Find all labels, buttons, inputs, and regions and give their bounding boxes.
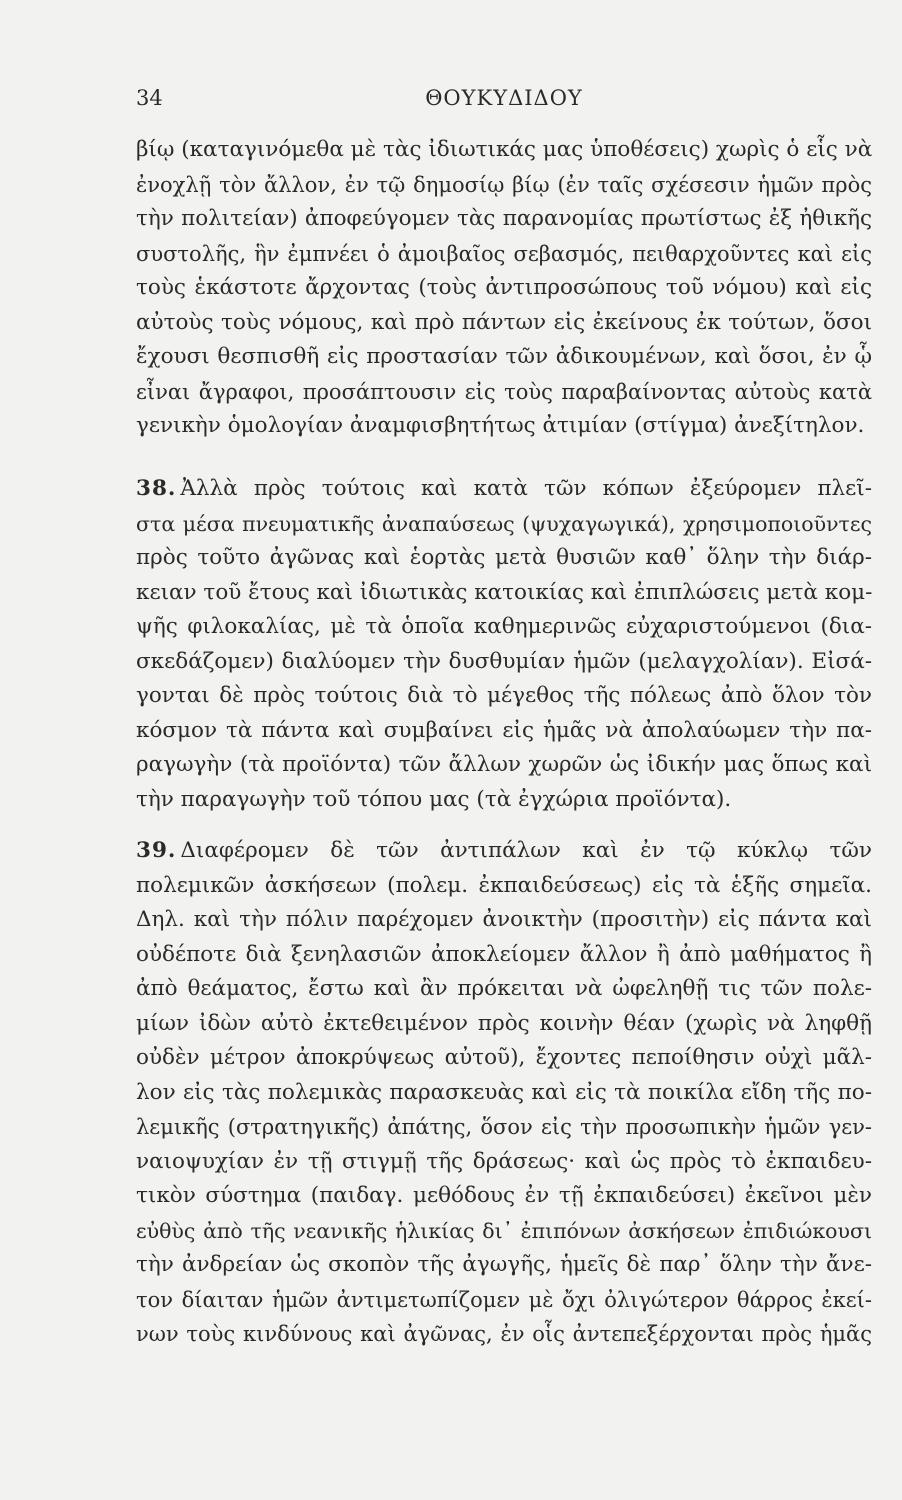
text-line-first <box>136 834 872 869</box>
text-line: οὐδὲν μέτρον ἀποκρύψεως αὐτοῦ), ἔχοντες πεποίθησιν οὐχὶ μᾶλ- <box>136 1045 872 1070</box>
text-line: ἔχουσι θεσπισθῆ εἰς προστασίαν τῶν ἀδικουμένων, καὶ ὅσοι, ἐν ᾧ <box>136 344 872 369</box>
text-line: οὐδέποτε διὰ ξενηλασιῶν ἀποκλείομεν ἄλλον ἢ ἀπὸ μαθήματος ἢ <box>136 941 872 967</box>
text-line: λεμικῆς (στρατηγικῆς) ἀπάτης, ὅσον εἰς τὴν προσωπικὴν ἡμῶν γεν- <box>136 1115 872 1139</box>
text-line: γονται δὲ πρὸς τούτοις διὰ τὸ μέγεθος τῆς πόλεως ἀπὸ ὅλον τὸν <box>136 683 872 708</box>
text-line: μίων ἰδὼν αὐτὸ ἐκτεθειμένον πρὸς κοινὴν θέαν (χωρὶς νὰ ληφθῇ <box>136 1010 872 1036</box>
text-line: ραγωγὴν (τὰ προϊόντα) τῶν ἄλλων χωρῶν ὡς ἰδικήν μας ὅπως καὶ <box>136 752 872 777</box>
paragraph-39 <box>136 834 872 1352</box>
text-line: τὴν παραγωγὴν τοῦ τόπου μας (τὰ ἐγχώρια προϊόντα). <box>136 786 732 812</box>
text-line: σκεδάζομεν) διαλύομεν τὴν δυσθυμίαν ἡμῶν (μελαγχολίαν). Εἰσά- <box>136 648 872 674</box>
text-line: τον δίαιταν ἡμῶν ἀντιμετωπίζομεν μὲ ὄχι ὀλιγώτερον θάρρος ἐκεί- <box>136 1287 872 1312</box>
running-title: ΘΟΥΚΥΔΙΔΟΥ <box>425 86 583 110</box>
paragraph-number: 38. <box>136 476 177 501</box>
text-line: ψῆς φιλοκαλίας, μὲ τὰ ὁποῖα καθημερινῶς εὐχαριστούμενοι (δια- <box>136 614 872 639</box>
text-line: βίῳ (καταγινόμεθα μὲ τὰς ἰδιωτικάς μας ὑποθέσεις) χωρὶς ὁ εἷς νὰ <box>136 137 872 162</box>
paragraph-number: 39. <box>136 838 177 863</box>
text-line: κόσμον τὰ πάντα καὶ συμβαίνει εἰς ἡμᾶς νὰ ἀπολαύωμεν τὴν πα- <box>136 717 872 743</box>
text-line: τὴν ἀνδρείαν ὡς σκοπὸν τῆς ἀγωγῆς, ἡμεῖς δὲ παρ᾽ ὅλην τὴν ἄνε- <box>136 1252 872 1277</box>
text-line: εἶναι ἄγραφοι, προσάπτουσιν εἰς τοὺς παραβαίνοντας αὐτοὺς κατὰ <box>136 379 872 404</box>
text-line: τοὺς ἑκάστοτε ἄρχοντας (τοὺς ἀντιπροσώπους τοῦ νόμου) καὶ εἰς <box>136 275 872 300</box>
text-line: ἀπὸ θεάματος, ἔστω καὶ ἂν πρόκειται νὰ ὠφεληθῇ τις τῶν πολε- <box>136 976 872 1001</box>
text-line: ἐνοχλῇ τὸν ἄλλον, ἐν τῷ δημοσίῳ βίῳ (ἐν ταῖς σχέσεσιν ἡμῶν πρὸς <box>136 172 872 197</box>
text-line: νων τοὺς κινδύνους καὶ ἀγῶνας, ἐν οἷς ἀντεπεξέρχονται πρὸς ἡμᾶς <box>136 1322 872 1346</box>
text-line: τικὸν σύστημα (παιδαγ. μεθόδους ἐν τῇ ἐκπαιδεύσει) ἐκεῖνοι μὲν <box>136 1183 872 1208</box>
text-line: πολεμικῶν ἀσκήσεων (πολεμ. ἐκπαιδεύσεως) εἰς τὰ ἑξῆς σημεῖα. <box>136 872 872 898</box>
text-line-first <box>136 472 872 507</box>
text-line: γενικὴν ὁμολογίαν ἀναμφισβητήτως ἀτιμίαν (στίγμα) ἀνεξίτηλον. <box>136 413 865 438</box>
text-line: Δηλ. καὶ τὴν πόλιν παρέχομεν ἀνοικτὴν (προσιτὴν) εἰς πάντα καὶ <box>136 907 872 932</box>
text-line: Διαφέρομεν δὲ τῶν ἀντιπάλων καὶ ἐν τῷ κύκλῳ τῶν <box>180 838 872 863</box>
text-line: συστολῆς, ἣν ἐμπνέει ὁ ἀμοιβαῖος σεβασμός, πειθαρχοῦντες καὶ εἰς <box>136 241 872 266</box>
text-line: κειαν τοῦ ἔτους καὶ ἰδιωτικὰς κατοικίας καὶ ἐπιπλώσεις μετὰ κομ- <box>136 579 872 605</box>
text-line: αὐτοὺς τοὺς νόμους, καὶ πρὸ πάντων εἰς ἐκείνους ἐκ τούτων, ὅσοι <box>136 309 872 335</box>
text-line: τὴν πολιτείαν) ἀποφεύγομεν τὰς παρανομίας πρωτίστως ἐξ ἠθικῆς <box>136 206 872 231</box>
text-line: ναιοψυχίαν ἐν τῇ στιγμῇ τῆς δράσεως· καὶ ὡς πρὸς τὸ ἐκπαιδευ- <box>136 1148 872 1174</box>
text-line: Ἀλλὰ πρὸς τούτοις καὶ κατὰ τῶν κόπων ἐξεύρομεν πλεῖ- <box>180 476 872 501</box>
paragraph-continuation <box>136 133 872 444</box>
text-line: στα μέσα πνευματικῆς ἀναπαύσεως (ψυχαγωγικά), χρησιμοποιοῦντες <box>136 511 872 536</box>
paragraph-38 <box>136 472 872 817</box>
text-line: πρὸς τοῦτο ἀγῶνας καὶ ἑορτὰς μετὰ θυσιῶν καθ᾽ ὅλην τὴν διάρ- <box>136 545 872 570</box>
page-number: 34 <box>136 86 163 110</box>
text-line: λον εἰς τὰς πολεμικὰς παρασκευὰς καὶ εἰς τὰ ποικίλα εἴδη τῆς πο- <box>136 1079 872 1105</box>
text-line: εὐθὺς ἀπὸ τῆς νεανικῆς ἡλικίας δι᾽ ἐπιπόνων ἀσκήσεων ἐπιδιώκουσι <box>136 1218 872 1243</box>
page-header <box>136 86 872 116</box>
